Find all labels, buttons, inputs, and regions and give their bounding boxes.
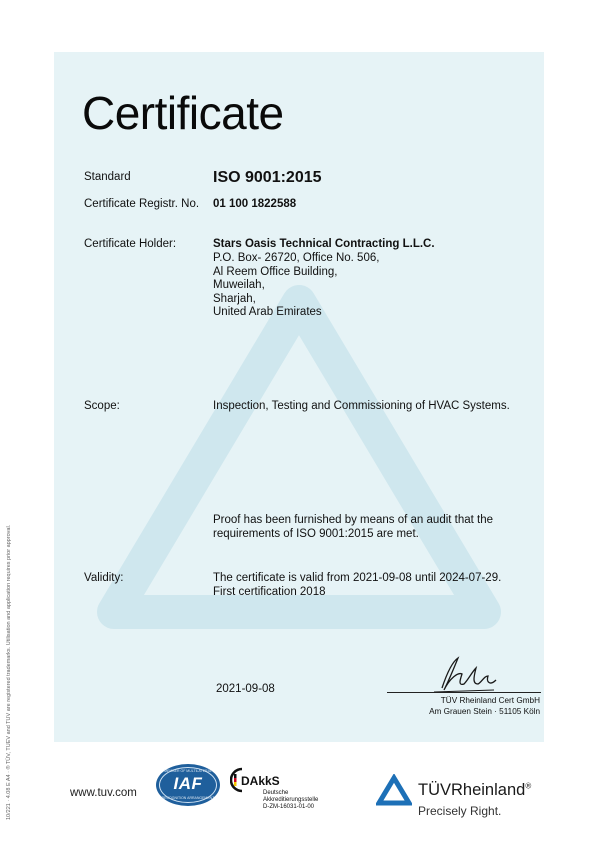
scope-value: Inspection, Testing and Commissioning of HVAC Systems. xyxy=(213,400,510,412)
validity-line-2: First certification 2018 xyxy=(213,586,326,598)
address-line: Muweilah, xyxy=(213,279,265,291)
tuv-brand-name: TÜVRheinland xyxy=(418,781,526,799)
tuv-slogan: Precisely Right. xyxy=(418,804,502,818)
proof-line-1: Proof has been furnished by means of an audit that the xyxy=(213,514,494,526)
iaf-bottom-text: RECOGNITION ARRANGEMENT xyxy=(161,796,215,800)
registered-mark: ® xyxy=(525,781,532,791)
iaf-logo-icon xyxy=(156,764,220,806)
tuv-triangle-logo-icon xyxy=(376,774,412,806)
scope-label: Scope: xyxy=(84,400,120,412)
standard-label: Standard xyxy=(84,171,131,183)
address-line: Sharjah, xyxy=(213,292,256,305)
address-line: Al Reem Office Building, xyxy=(213,265,338,278)
address-line: P.O. Box- 26720, Office No. 506, xyxy=(213,252,380,264)
page-title: Certificate xyxy=(82,87,284,139)
holder-label: Certificate Holder: xyxy=(84,238,177,250)
dakks-name: DAkkS xyxy=(241,774,280,788)
iaf-text: IAF xyxy=(173,774,203,793)
dakks-details xyxy=(263,790,318,811)
registration-label: Certificate Registr. No. xyxy=(84,198,200,210)
address-line: United Arab Emirates xyxy=(213,306,322,318)
validity-line-1: The certificate is valid from 2021-09-08 until 2024-07-29. xyxy=(213,572,502,584)
standard-value: ISO 9001:2015 xyxy=(213,169,322,186)
certificate-panel xyxy=(54,52,544,742)
dakks-line: Akkreditierungsstelle xyxy=(263,797,319,803)
triangle-watermark-icon xyxy=(54,52,544,742)
issuer-block xyxy=(429,696,540,717)
tuv-brand xyxy=(418,781,531,800)
side-trademark-note: 10/221 · 4.08 E A4 · ® TÜV, TUEV and TUV are registered trademarks. Utilisation and application requires prior approval. xyxy=(6,524,12,820)
issue-date: 2021-09-08 xyxy=(216,683,275,695)
dakks-line: Deutsche xyxy=(263,790,289,796)
registration-value: 01 100 1822588 xyxy=(213,198,297,210)
holder-name: Stars Oasis Technical Contracting L.L.C. xyxy=(213,238,435,250)
issuer-name: TÜV Rheinland Cert GmbH xyxy=(440,696,540,705)
dakks-line: D-ZM-16031-01-00 xyxy=(263,804,315,810)
iaf-top-text: MEMBER OF MULTILATERAL xyxy=(164,769,212,773)
validity-label: Validity: xyxy=(84,572,124,584)
issuer-address: Am Grauen Stein · 51105 Köln xyxy=(429,706,540,716)
proof-line-2: requirements of ISO 9001:2015 are met. xyxy=(213,528,419,540)
signature-line xyxy=(387,692,541,693)
holder-address xyxy=(213,252,379,320)
signature-icon xyxy=(428,654,508,694)
website-link[interactable]: www.tuv.com xyxy=(70,787,137,799)
